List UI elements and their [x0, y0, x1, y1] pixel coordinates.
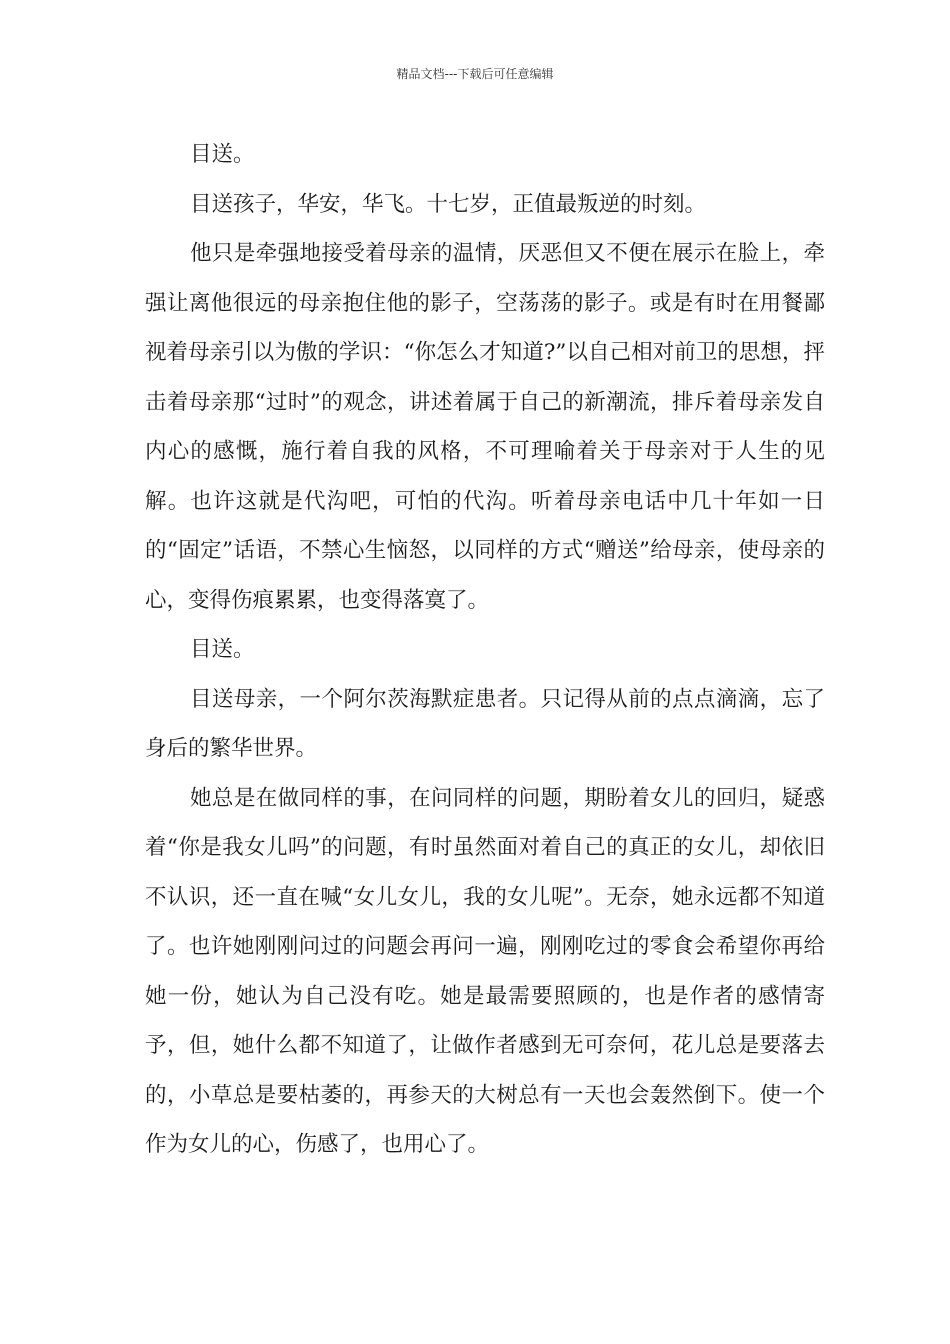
page-header: 精品文档---下载后可任意编辑 [396, 67, 554, 81]
paragraph: 他只是牵强地接受着母亲的温情，厌恶但又不便在展示在脸上，牵强让离他很远的母亲抱住他的影子，空荡荡的影子。或是有时在用餐鄙视着母亲引以为傲的学识：“你怎么才知道?”以自己相对前卫的思想，抨击着母亲那“过时”的观念，讲述着属于自己的新潮流，排斥着母亲发自内心的感慨，施行着自我的风格，不可理喻着关于母亲对于人生的见解。也许这就是代沟吧，可怕的代沟。听着母亲电话中几十年如一日的“固定”话语，不禁心生恼怒，以同样的方式“赠送”给母亲，使母亲的心，变得伤痕累累，也变得落寞了。 [145, 241, 825, 613]
paragraph: 目送母亲，一个阿尔茨海默症患者。只记得从前的点点滴滴，忘了身后的繁华世界。 [145, 686, 825, 761]
paragraph: 她总是在做同样的事，在问同样的问题，期盼着女儿的回归，疑惑着“你是我女儿吗”的问题，有时虽然面对着自己的真正的女儿，却依旧不认识，还一直在喊“女儿女儿，我的女儿呢”。无奈，她永远都不知道了。也许她刚刚问过的问题会再问一遍，刚刚吃过的零食会希望你再给她一份，她认为自己没有吃。她是最需要照顾的，也是作者的感情寄予，但，她什么都不知道了，让做作者感到无可奈何，花儿总是要落去的，小草总是要枯萎的，再参天的大树总有一天也会轰然倒下。使一个作为女儿的心，伤感了，也用心了。 [145, 785, 825, 1157]
paragraph: 目送。 [190, 142, 255, 167]
paragraph: 目送。 [190, 637, 255, 662]
paragraph: 目送孩子，华安，华飞。十七岁，正值最叛逆的时刻。 [190, 191, 707, 217]
document-body [145, 130, 825, 1170]
